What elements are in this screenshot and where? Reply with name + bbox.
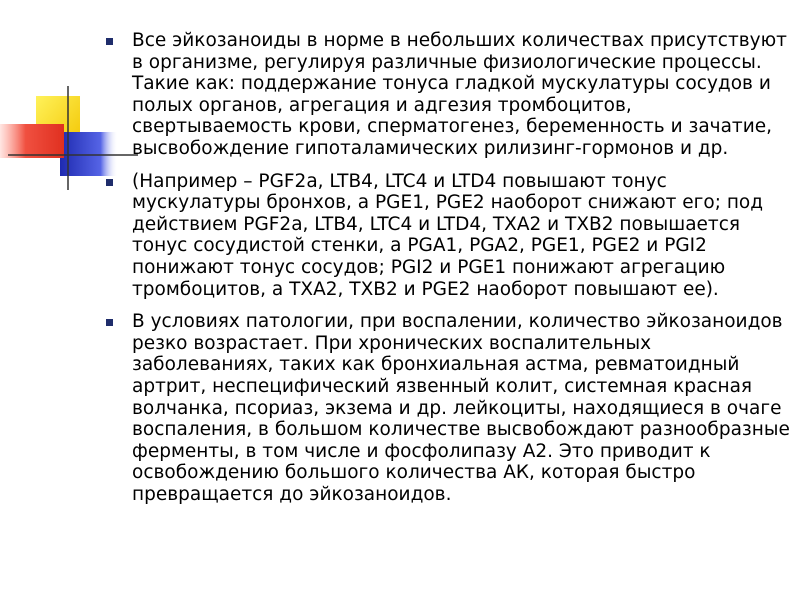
slide-content xyxy=(100,30,795,516)
square-bullet-icon xyxy=(106,319,113,326)
bullet-text-2: (Например – PGF2a, LTB4, LTC4 и LTD4 повышают тонус мускулатуры бронхов, а PGE1, PGE2 наоборот снижают его; под действием PGF2a, LTB4, LTC4 и LTD4, TXA2 и TXB2 повышается тонус сосудистой стенки, а PGA1, PGA2, PGE1, PGE2 и PGI2 понижают тонус сосудов; PGI2 и PGE1 понижают агрегацию тромбоцитов, а TXA2, TXB2 и PGE2 наоборот повышают ее). xyxy=(132,170,764,300)
square-bullet-icon xyxy=(106,179,113,186)
bullet-text-1: Все эйкозаноиды в норме в небольших количествах присутствуют в организме, регулируя различные физиологические процессы. Такие как: поддержание тонуса гладкой мускулатуры сосудов и полых органов, агрегация и адгезия тромбоцитов, свертываемость крови, сперматогенез, беременность и зачатие, высвобождение гипоталамических рилизинг-гормонов и др. xyxy=(132,30,787,159)
bullet-text-3: В условиях патологии, при воспалении, количество эйкозаноидов резко возрастает. При хронических воспалительных заболеваниях, таких как бронхиальная астма, ревматоидный артрит, неспецифический язвенный колит, системная красная волчанка, псориаз, экзема и др. лейкоциты, находящиеся в очаге воспаления, в большом количестве высвобождают разнообразные ферменты, в том числе и фосфолипазу А2. Это приводит к освобождению большого количества АК, которая быстро превращается до эйкозаноидов. xyxy=(132,311,790,505)
bullet-item-1 xyxy=(100,30,795,160)
square-bullet-icon xyxy=(106,38,113,45)
bullet-item-3 xyxy=(100,311,795,505)
deco-red-bar xyxy=(0,124,64,158)
bullet-list xyxy=(100,30,795,505)
bullet-item-2 xyxy=(100,171,795,301)
